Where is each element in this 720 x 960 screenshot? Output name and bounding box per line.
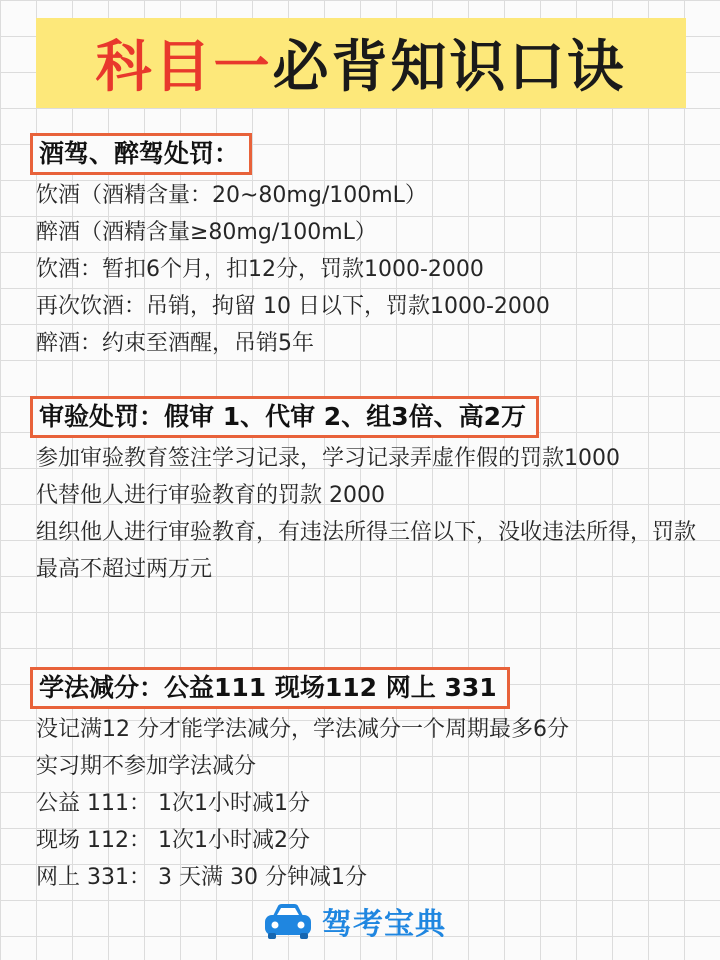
text-line: 公益 111： 1次1小时减1分 [36,791,310,816]
section-drunk-driving [30,133,550,362]
section-heading: 酒驾、醉驾处罚： [30,133,252,175]
text-line: 再次饮酒：吊销，拘留 10 日以下，罚款1000-2000 [36,294,550,319]
section-heading: 学法减分：公益111 现场112 网上 331 [30,667,510,709]
car-icon [262,901,314,941]
text-line: 醉酒：约束至酒醒，吊销5年 [36,331,314,356]
title-highlight: 科目一 [95,35,273,100]
section-heading: 审验处罚：假审 1、代审 2、组3倍、高2万 [30,396,539,438]
title-main: 必背知识口诀 [272,35,627,100]
brand-name: 驾考宝典 [322,907,446,942]
text-line: 饮酒（酒精含量：20~80mg/100mL） [36,183,427,208]
section-body [30,440,696,588]
brand-logo [262,898,446,944]
section-body [30,711,569,896]
text-line: 醉酒（酒精含量≥80mg/100mL） [36,220,377,245]
text-line: 代替他人进行审验教育的罚款 2000 [36,483,385,508]
text-line: 现场 112： 1次1小时减2分 [36,828,310,853]
section-study-deduction [30,667,569,896]
text-line: 实习期不参加学法减分 [36,754,257,779]
text-line: 饮酒：暂扣6个月，扣12分，罚款1000-2000 [36,257,484,282]
text-line: 组织他人进行审验教育，有违法所得三倍以下，没收违法所得，罚款最高不超过两万元 [36,520,697,582]
text-line: 网上 331： 3 天满 30 分钟减1分 [36,865,367,890]
section-body [30,177,550,362]
text-line: 没记满12 分才能学法减分，学法减分一个周期最多6分 [36,717,569,742]
title-banner [36,18,686,108]
text-line: 参加审验教育签注学习记录，学习记录弄虚作假的罚款1000 [36,446,620,471]
section-audit-penalty [30,396,696,588]
